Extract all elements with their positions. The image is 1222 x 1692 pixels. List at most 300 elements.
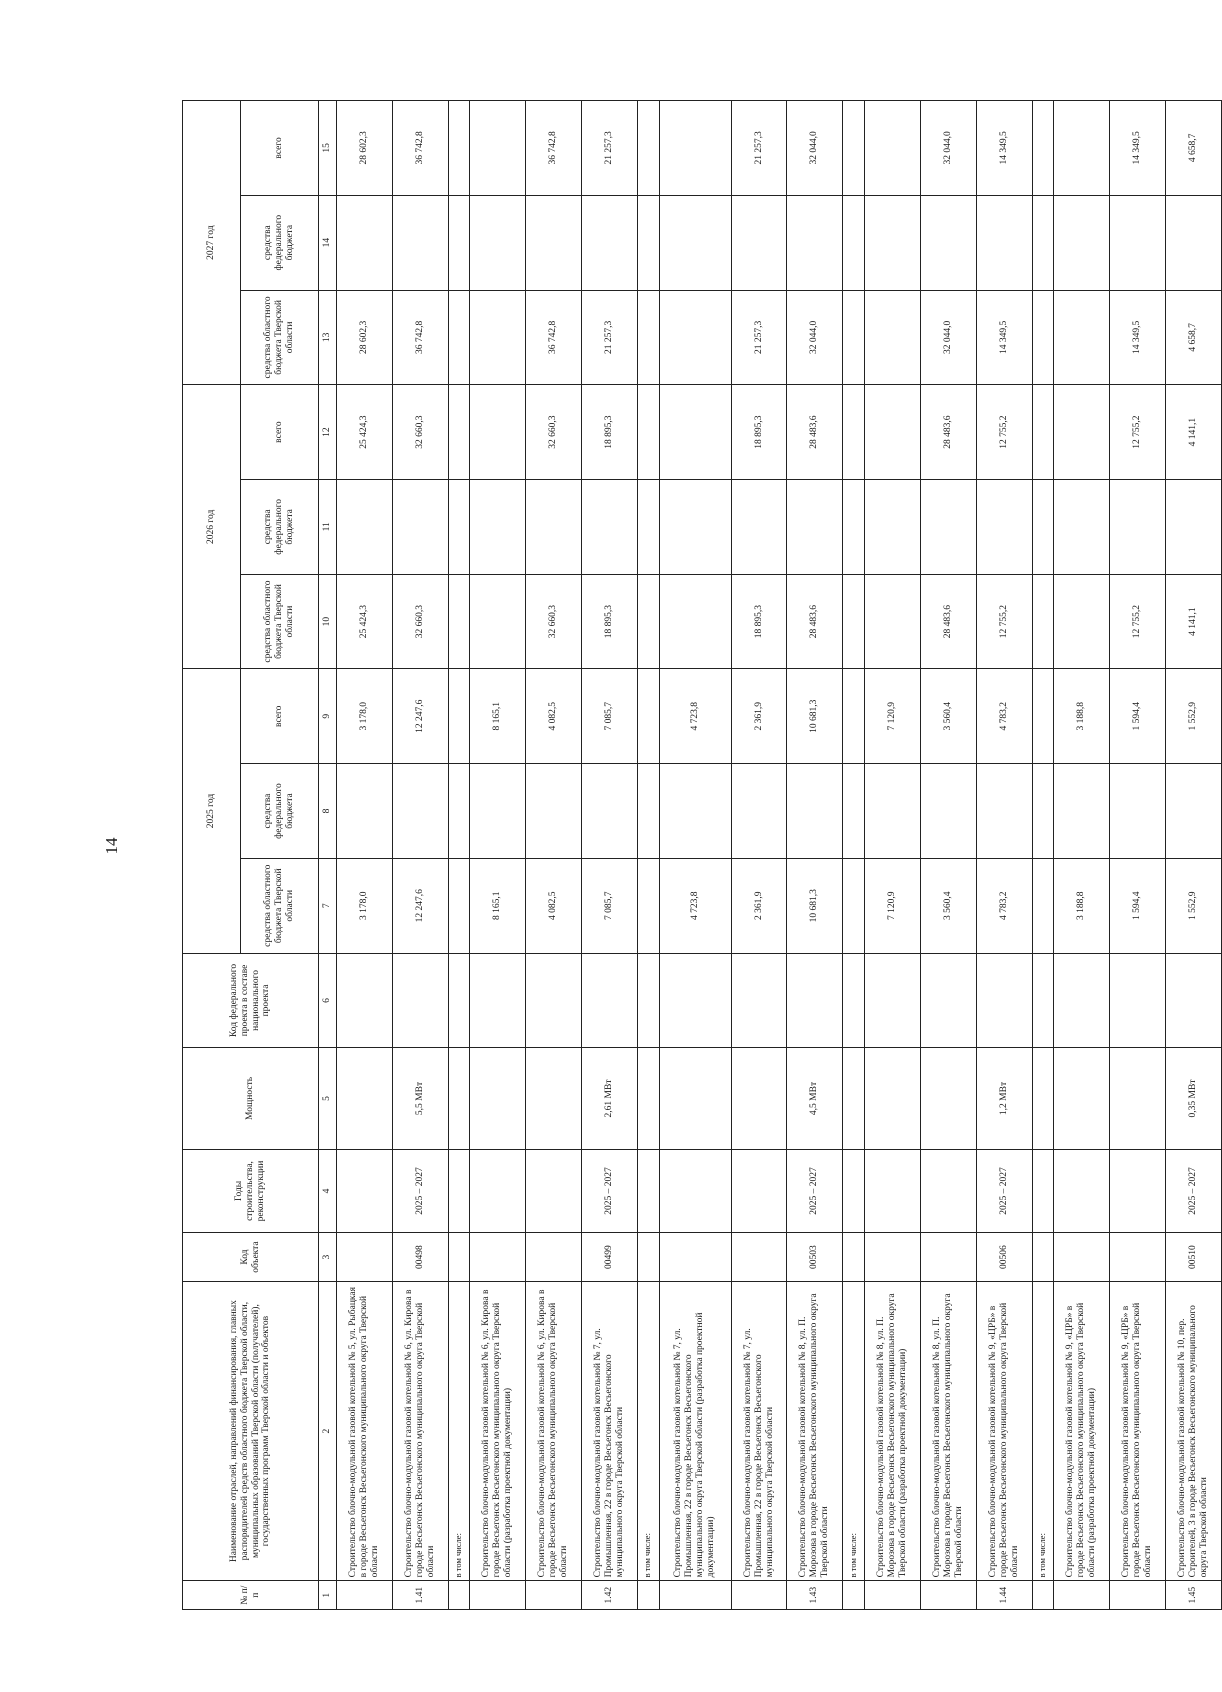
table-row xyxy=(470,101,526,1610)
construction-years xyxy=(659,1149,731,1233)
y2026-federal xyxy=(448,479,470,574)
y2026-regional: 25 424,3 xyxy=(337,574,393,669)
y2027-federal xyxy=(448,195,470,290)
y2027-regional xyxy=(843,290,865,385)
table-row xyxy=(637,101,659,1610)
object-name: Строительство блочно-модульной газовой котельной № 9, «ЦРБ» в городе Весьегонск Весьегонского муниципального округа Тверской области (разработка проектной документации) xyxy=(1054,1281,1110,1581)
capacity xyxy=(637,1048,659,1149)
y2027-federal xyxy=(1165,195,1221,290)
capacity xyxy=(1110,1048,1166,1149)
y2027-regional xyxy=(448,290,470,385)
header-row-1 xyxy=(183,101,241,1610)
header-2027-obl: средства областного бюджета Тверской области xyxy=(241,290,319,385)
object-code xyxy=(1110,1233,1166,1281)
object-code xyxy=(470,1233,526,1281)
row-number xyxy=(637,1581,659,1610)
row-number xyxy=(526,1581,582,1610)
y2025-regional: 4 783,2 xyxy=(976,858,1032,953)
y2027-regional xyxy=(637,290,659,385)
capacity xyxy=(731,1048,787,1149)
y2025-regional: 4 082,5 xyxy=(526,858,582,953)
y2027-total xyxy=(843,101,865,196)
header-year-2026: 2026 год xyxy=(183,385,241,669)
column-number: 3 xyxy=(319,1233,337,1281)
object-name: Строительство блочно-модульной газовой котельной № 9, «ЦРБ» в городе Весьегонск Весьегонского муниципального округа Тверской области xyxy=(976,1281,1032,1581)
y2026-regional xyxy=(659,574,731,669)
column-number: 9 xyxy=(319,669,337,764)
y2026-federal xyxy=(731,479,787,574)
object-name: Строительство блочно-модульной газовой котельной № 5, ул. Рыбацкая в городе Весьегонск Весьегонского муниципального округа Тверской области xyxy=(337,1281,393,1581)
y2026-federal xyxy=(865,479,921,574)
y2027-total xyxy=(637,101,659,196)
table-row xyxy=(1110,101,1166,1610)
row-number xyxy=(1032,1581,1054,1610)
column-number: 6 xyxy=(319,953,337,1048)
header-power: Мощность xyxy=(183,1048,319,1149)
y2026-total xyxy=(448,385,470,480)
header-fed-project: Код федерального проекта в составе национального проекта xyxy=(183,953,319,1048)
y2025-total: 4 783,2 xyxy=(976,669,1032,764)
y2027-federal xyxy=(920,195,976,290)
y2025-federal xyxy=(865,764,921,859)
federal-project-code xyxy=(976,953,1032,1048)
y2025-total xyxy=(637,669,659,764)
y2025-total: 12 247,6 xyxy=(392,669,448,764)
y2027-total xyxy=(1054,101,1110,196)
header-code: Код объекта xyxy=(183,1233,319,1281)
column-number: 1 xyxy=(319,1581,337,1610)
capacity: 1,2 МВт xyxy=(976,1048,1032,1149)
y2027-regional: 21 257,3 xyxy=(582,290,638,385)
object-code xyxy=(843,1233,865,1281)
y2027-regional: 32 044,0 xyxy=(787,290,843,385)
y2027-total xyxy=(470,101,526,196)
column-number: 13 xyxy=(319,290,337,385)
object-name: Строительство блочно-модульной газовой котельной № 7, ул. Промышленная, 22 в городе Весьегонск Весьегонского муниципального округа Тверской области xyxy=(582,1281,638,1581)
construction-years xyxy=(865,1149,921,1233)
y2026-total xyxy=(1054,385,1110,480)
construction-years xyxy=(470,1149,526,1233)
object-code xyxy=(337,1233,393,1281)
y2025-total: 1 552,9 xyxy=(1165,669,1221,764)
y2025-federal xyxy=(526,764,582,859)
y2025-regional: 4 723,8 xyxy=(659,858,731,953)
object-name: Строительство блочно-модульной газовой котельной № 6, ул. Кирова в городе Весьегонск Весьегонского муниципального округа Тверской области xyxy=(392,1281,448,1581)
capacity: 5,5 МВт xyxy=(392,1048,448,1149)
y2025-federal xyxy=(920,764,976,859)
y2027-regional: 36 742,8 xyxy=(392,290,448,385)
construction-years xyxy=(637,1149,659,1233)
row-number: 1.44 xyxy=(976,1581,1032,1610)
y2025-total: 1 594,4 xyxy=(1110,669,1166,764)
capacity xyxy=(920,1048,976,1149)
object-name: в том числе: xyxy=(843,1281,865,1581)
y2027-federal xyxy=(582,195,638,290)
construction-years xyxy=(448,1149,470,1233)
construction-years xyxy=(731,1149,787,1233)
object-name: Строительство блочно-модульной газовой котельной № 8, ул. П. Морозова в городе Весьегонск Весьегонского муниципального округа Тверской области xyxy=(920,1281,976,1581)
y2025-federal xyxy=(1165,764,1221,859)
y2027-regional: 4 658,7 xyxy=(1165,290,1221,385)
y2025-total: 10 681,3 xyxy=(787,669,843,764)
y2027-regional: 36 742,8 xyxy=(526,290,582,385)
capacity xyxy=(448,1048,470,1149)
y2026-total: 32 660,3 xyxy=(526,385,582,480)
federal-project-code xyxy=(448,953,470,1048)
y2025-federal xyxy=(582,764,638,859)
federal-project-code xyxy=(470,953,526,1048)
y2027-total xyxy=(659,101,731,196)
y2025-regional: 1 552,9 xyxy=(1165,858,1221,953)
y2025-total: 3 178,0 xyxy=(337,669,393,764)
y2027-total: 14 349,5 xyxy=(1110,101,1166,196)
y2025-regional: 3 188,8 xyxy=(1054,858,1110,953)
y2026-total: 18 895,3 xyxy=(582,385,638,480)
federal-project-code xyxy=(526,953,582,1048)
y2025-total: 4 723,8 xyxy=(659,669,731,764)
y2027-federal xyxy=(526,195,582,290)
y2027-regional xyxy=(1032,290,1054,385)
capacity: 0,35 МВт xyxy=(1165,1048,1221,1149)
header-num: № п/п xyxy=(183,1581,319,1610)
y2027-total: 28 602,3 xyxy=(337,101,393,196)
y2025-regional: 12 247,6 xyxy=(392,858,448,953)
table-row xyxy=(582,101,638,1610)
header-2025-fed: средства федерального бюджета xyxy=(241,764,319,859)
y2027-regional: 14 349,5 xyxy=(1110,290,1166,385)
object-code xyxy=(637,1233,659,1281)
y2025-total xyxy=(1032,669,1054,764)
y2027-total xyxy=(1032,101,1054,196)
row-number xyxy=(865,1581,921,1610)
y2026-federal xyxy=(1110,479,1166,574)
capacity xyxy=(1054,1048,1110,1149)
y2027-total: 21 257,3 xyxy=(731,101,787,196)
header-years: Годы строительства, реконструкции xyxy=(183,1149,319,1233)
y2026-total: 32 660,3 xyxy=(392,385,448,480)
y2026-total: 12 755,2 xyxy=(976,385,1032,480)
table-row xyxy=(526,101,582,1610)
y2027-federal xyxy=(392,195,448,290)
capacity xyxy=(865,1048,921,1149)
construction-years: 2025 – 2027 xyxy=(1165,1149,1221,1233)
construction-years: 2025 – 2027 xyxy=(582,1149,638,1233)
row-number xyxy=(731,1581,787,1610)
y2026-regional: 32 660,3 xyxy=(526,574,582,669)
y2026-federal xyxy=(637,479,659,574)
construction-years xyxy=(337,1149,393,1233)
table-row xyxy=(731,101,787,1610)
y2026-total xyxy=(1032,385,1054,480)
construction-years xyxy=(920,1149,976,1233)
y2026-regional xyxy=(637,574,659,669)
construction-years xyxy=(1032,1149,1054,1233)
object-code xyxy=(1054,1233,1110,1281)
y2026-federal xyxy=(787,479,843,574)
header-year-2027: 2027 год xyxy=(183,101,241,385)
y2027-regional: 32 044,0 xyxy=(920,290,976,385)
y2027-regional xyxy=(865,290,921,385)
capacity xyxy=(337,1048,393,1149)
y2026-federal xyxy=(843,479,865,574)
y2026-total: 4 141,1 xyxy=(1165,385,1221,480)
y2025-regional: 2 361,9 xyxy=(731,858,787,953)
y2027-regional xyxy=(1054,290,1110,385)
federal-project-code xyxy=(659,953,731,1048)
capacity: 2,61 МВт xyxy=(582,1048,638,1149)
column-number: 11 xyxy=(319,479,337,574)
column-number: 2 xyxy=(319,1281,337,1581)
table-row xyxy=(920,101,976,1610)
object-name: в том числе: xyxy=(448,1281,470,1581)
object-code xyxy=(865,1233,921,1281)
object-code: 00503 xyxy=(787,1233,843,1281)
y2026-total: 28 483,6 xyxy=(920,385,976,480)
header-year-2025: 2025 год xyxy=(183,669,241,953)
column-numbers-row xyxy=(319,101,337,1610)
federal-project-code xyxy=(582,953,638,1048)
federal-project-code xyxy=(337,953,393,1048)
federal-project-code xyxy=(637,953,659,1048)
table-row xyxy=(1054,101,1110,1610)
object-name: Строительство блочно-модульной газовой котельной № 9, «ЦРБ» в городе Весьегонск Весьегонского муниципального округа Тверской области xyxy=(1110,1281,1166,1581)
y2026-federal xyxy=(1054,479,1110,574)
federal-project-code xyxy=(865,953,921,1048)
y2026-total: 25 424,3 xyxy=(337,385,393,480)
header-2025-obl: средства областного бюджета Тверской области xyxy=(241,858,319,953)
y2025-total xyxy=(843,669,865,764)
construction-years xyxy=(1110,1149,1166,1233)
capacity xyxy=(470,1048,526,1149)
federal-project-code xyxy=(920,953,976,1048)
y2025-regional xyxy=(637,858,659,953)
y2025-federal xyxy=(1032,764,1054,859)
y2027-federal xyxy=(1032,195,1054,290)
y2027-federal xyxy=(787,195,843,290)
object-code xyxy=(448,1233,470,1281)
y2025-total xyxy=(448,669,470,764)
y2026-total xyxy=(843,385,865,480)
header-2025-all: всего xyxy=(241,669,319,764)
y2025-federal xyxy=(976,764,1032,859)
y2026-total xyxy=(659,385,731,480)
column-number: 8 xyxy=(319,764,337,859)
y2025-federal xyxy=(1110,764,1166,859)
y2027-federal xyxy=(659,195,731,290)
y2026-total: 12 755,2 xyxy=(1110,385,1166,480)
y2026-federal xyxy=(470,479,526,574)
object-name: Строительство блочно-модульной газовой котельной № 8, ул. П. Морозова в городе Весьегонск Весьегонского муниципального округа Тверской области xyxy=(787,1281,843,1581)
object-name: Строительство блочно-модульной газовой котельной № 7, ул. Промышленная, 22 в городе Весьегонск Весьегонского муниципального округа Тверской области xyxy=(731,1281,787,1581)
y2026-regional: 12 755,2 xyxy=(976,574,1032,669)
construction-years: 2025 – 2027 xyxy=(787,1149,843,1233)
y2027-regional: 28 602,3 xyxy=(337,290,393,385)
row-number: 1.43 xyxy=(787,1581,843,1610)
y2025-total: 7 120,9 xyxy=(865,669,921,764)
y2027-federal xyxy=(865,195,921,290)
table-row xyxy=(865,101,921,1610)
table-row xyxy=(337,101,393,1610)
table-row xyxy=(448,101,470,1610)
y2026-federal xyxy=(582,479,638,574)
federal-project-code xyxy=(1110,953,1166,1048)
y2026-regional xyxy=(865,574,921,669)
y2026-regional: 4 141,1 xyxy=(1165,574,1221,669)
y2026-regional: 32 660,3 xyxy=(392,574,448,669)
federal-project-code xyxy=(731,953,787,1048)
y2025-federal xyxy=(787,764,843,859)
y2026-total xyxy=(865,385,921,480)
y2025-regional: 1 594,4 xyxy=(1110,858,1166,953)
y2026-regional xyxy=(1032,574,1054,669)
y2027-federal xyxy=(337,195,393,290)
y2027-total xyxy=(865,101,921,196)
object-name: Строительство блочно-модульной газовой котельной № 6, ул. Кирова в городе Весьегонск Весьегонского муниципального округа Тверской области (разработка проектной документации) xyxy=(470,1281,526,1581)
header-2026-all: всего xyxy=(241,385,319,480)
y2025-regional xyxy=(1032,858,1054,953)
construction-years: 2025 – 2027 xyxy=(392,1149,448,1233)
row-number xyxy=(448,1581,470,1610)
row-number xyxy=(470,1581,526,1610)
federal-project-code xyxy=(392,953,448,1048)
y2026-federal xyxy=(337,479,393,574)
header-2026-fed: средства федерального бюджета xyxy=(241,479,319,574)
y2027-total xyxy=(448,101,470,196)
header-name: Наименование отраслей, направлений финансирования, главных распорядителей средств областного бюджета Тверской области, муниципальных образований Тверской области (получателей), государственных программ Тверской области и объектов xyxy=(183,1281,319,1581)
y2025-federal xyxy=(470,764,526,859)
object-name: Строительство блочно-модульной газовой котельной № 10, пер. Строителей, 3 в городе Весьегонск Весьегонского муниципального округа Тверской области xyxy=(1165,1281,1221,1581)
row-number: 1.42 xyxy=(582,1581,638,1610)
rotated-document xyxy=(182,100,1222,1610)
y2027-regional xyxy=(659,290,731,385)
y2027-total: 36 742,8 xyxy=(392,101,448,196)
y2025-regional: 3 178,0 xyxy=(337,858,393,953)
y2027-federal xyxy=(1110,195,1166,290)
y2025-total: 3 188,8 xyxy=(1054,669,1110,764)
y2025-total: 4 082,5 xyxy=(526,669,582,764)
table-row xyxy=(1165,101,1221,1610)
row-number xyxy=(1110,1581,1166,1610)
column-number: 12 xyxy=(319,385,337,480)
row-number xyxy=(659,1581,731,1610)
y2025-regional: 10 681,3 xyxy=(787,858,843,953)
y2026-regional: 12 755,2 xyxy=(1110,574,1166,669)
table-body xyxy=(337,101,1222,1610)
y2025-regional xyxy=(448,858,470,953)
y2025-federal xyxy=(637,764,659,859)
object-code: 00498 xyxy=(392,1233,448,1281)
y2025-regional: 7 120,9 xyxy=(865,858,921,953)
object-code: 00510 xyxy=(1165,1233,1221,1281)
row-number xyxy=(920,1581,976,1610)
y2027-federal xyxy=(731,195,787,290)
federal-project-code xyxy=(1165,953,1221,1048)
object-name: Строительство блочно-модульной газовой котельной № 7, ул. Промышленная, 22 в городе Весьегонск Весьегонского муниципального округа Тверской области (разработка проектной документации) xyxy=(659,1281,731,1581)
row-number xyxy=(843,1581,865,1610)
y2027-total: 4 658,7 xyxy=(1165,101,1221,196)
y2025-regional: 3 560,4 xyxy=(920,858,976,953)
y2025-total: 8 165,1 xyxy=(470,669,526,764)
y2027-total: 36 742,8 xyxy=(526,101,582,196)
y2026-federal xyxy=(659,479,731,574)
header-2027-fed: средства федерального бюджета xyxy=(241,195,319,290)
capacity xyxy=(659,1048,731,1149)
y2025-federal xyxy=(659,764,731,859)
y2026-regional: 28 483,6 xyxy=(787,574,843,669)
y2025-federal xyxy=(448,764,470,859)
y2026-regional: 28 483,6 xyxy=(920,574,976,669)
y2025-federal xyxy=(392,764,448,859)
y2026-federal xyxy=(1165,479,1221,574)
federal-project-code xyxy=(1054,953,1110,1048)
y2027-regional: 14 349,5 xyxy=(976,290,1032,385)
row-number: 1.45 xyxy=(1165,1581,1221,1610)
object-name: в том числе: xyxy=(1032,1281,1054,1581)
y2025-federal xyxy=(731,764,787,859)
object-code xyxy=(731,1233,787,1281)
construction-years xyxy=(1054,1149,1110,1233)
y2026-federal xyxy=(920,479,976,574)
y2025-regional xyxy=(843,858,865,953)
y2026-regional xyxy=(1054,574,1110,669)
y2027-total: 32 044,0 xyxy=(920,101,976,196)
construction-years xyxy=(843,1149,865,1233)
y2025-regional: 8 165,1 xyxy=(470,858,526,953)
y2027-federal xyxy=(1054,195,1110,290)
y2026-federal xyxy=(392,479,448,574)
y2026-regional xyxy=(448,574,470,669)
object-code: 00506 xyxy=(976,1233,1032,1281)
y2027-total: 14 349,5 xyxy=(976,101,1032,196)
y2027-regional: 21 257,3 xyxy=(731,290,787,385)
object-code xyxy=(1032,1233,1054,1281)
federal-project-code xyxy=(843,953,865,1048)
capacity: 4,5 МВт xyxy=(787,1048,843,1149)
column-number: 15 xyxy=(319,101,337,196)
y2026-federal xyxy=(526,479,582,574)
capacity xyxy=(843,1048,865,1149)
object-code xyxy=(526,1233,582,1281)
column-number: 5 xyxy=(319,1048,337,1149)
capacity xyxy=(1032,1048,1054,1149)
y2027-federal xyxy=(843,195,865,290)
header-2026-obl: средства областного бюджета Тверской области xyxy=(241,574,319,669)
table-row xyxy=(1032,101,1054,1610)
y2026-regional xyxy=(843,574,865,669)
y2025-federal xyxy=(1054,764,1110,859)
page-number: 14 xyxy=(102,837,121,855)
column-number: 14 xyxy=(319,195,337,290)
y2025-total: 2 361,9 xyxy=(731,669,787,764)
y2026-federal xyxy=(1032,479,1054,574)
table-row xyxy=(843,101,865,1610)
y2027-federal xyxy=(976,195,1032,290)
table-row xyxy=(787,101,843,1610)
object-name: в том числе: xyxy=(637,1281,659,1581)
table-row xyxy=(976,101,1032,1610)
y2025-total: 3 560,4 xyxy=(920,669,976,764)
object-code xyxy=(659,1233,731,1281)
y2026-total xyxy=(470,385,526,480)
construction-years xyxy=(526,1149,582,1233)
y2026-regional xyxy=(470,574,526,669)
budget-table xyxy=(182,100,1222,1610)
column-number: 7 xyxy=(319,858,337,953)
y2027-federal xyxy=(637,195,659,290)
column-number: 4 xyxy=(319,1149,337,1233)
object-name: Строительство блочно-модульной газовой котельной № 6, ул. Кирова в городе Весьегонск Весьегонского муниципального округа Тверской области xyxy=(526,1281,582,1581)
row-number xyxy=(337,1581,393,1610)
